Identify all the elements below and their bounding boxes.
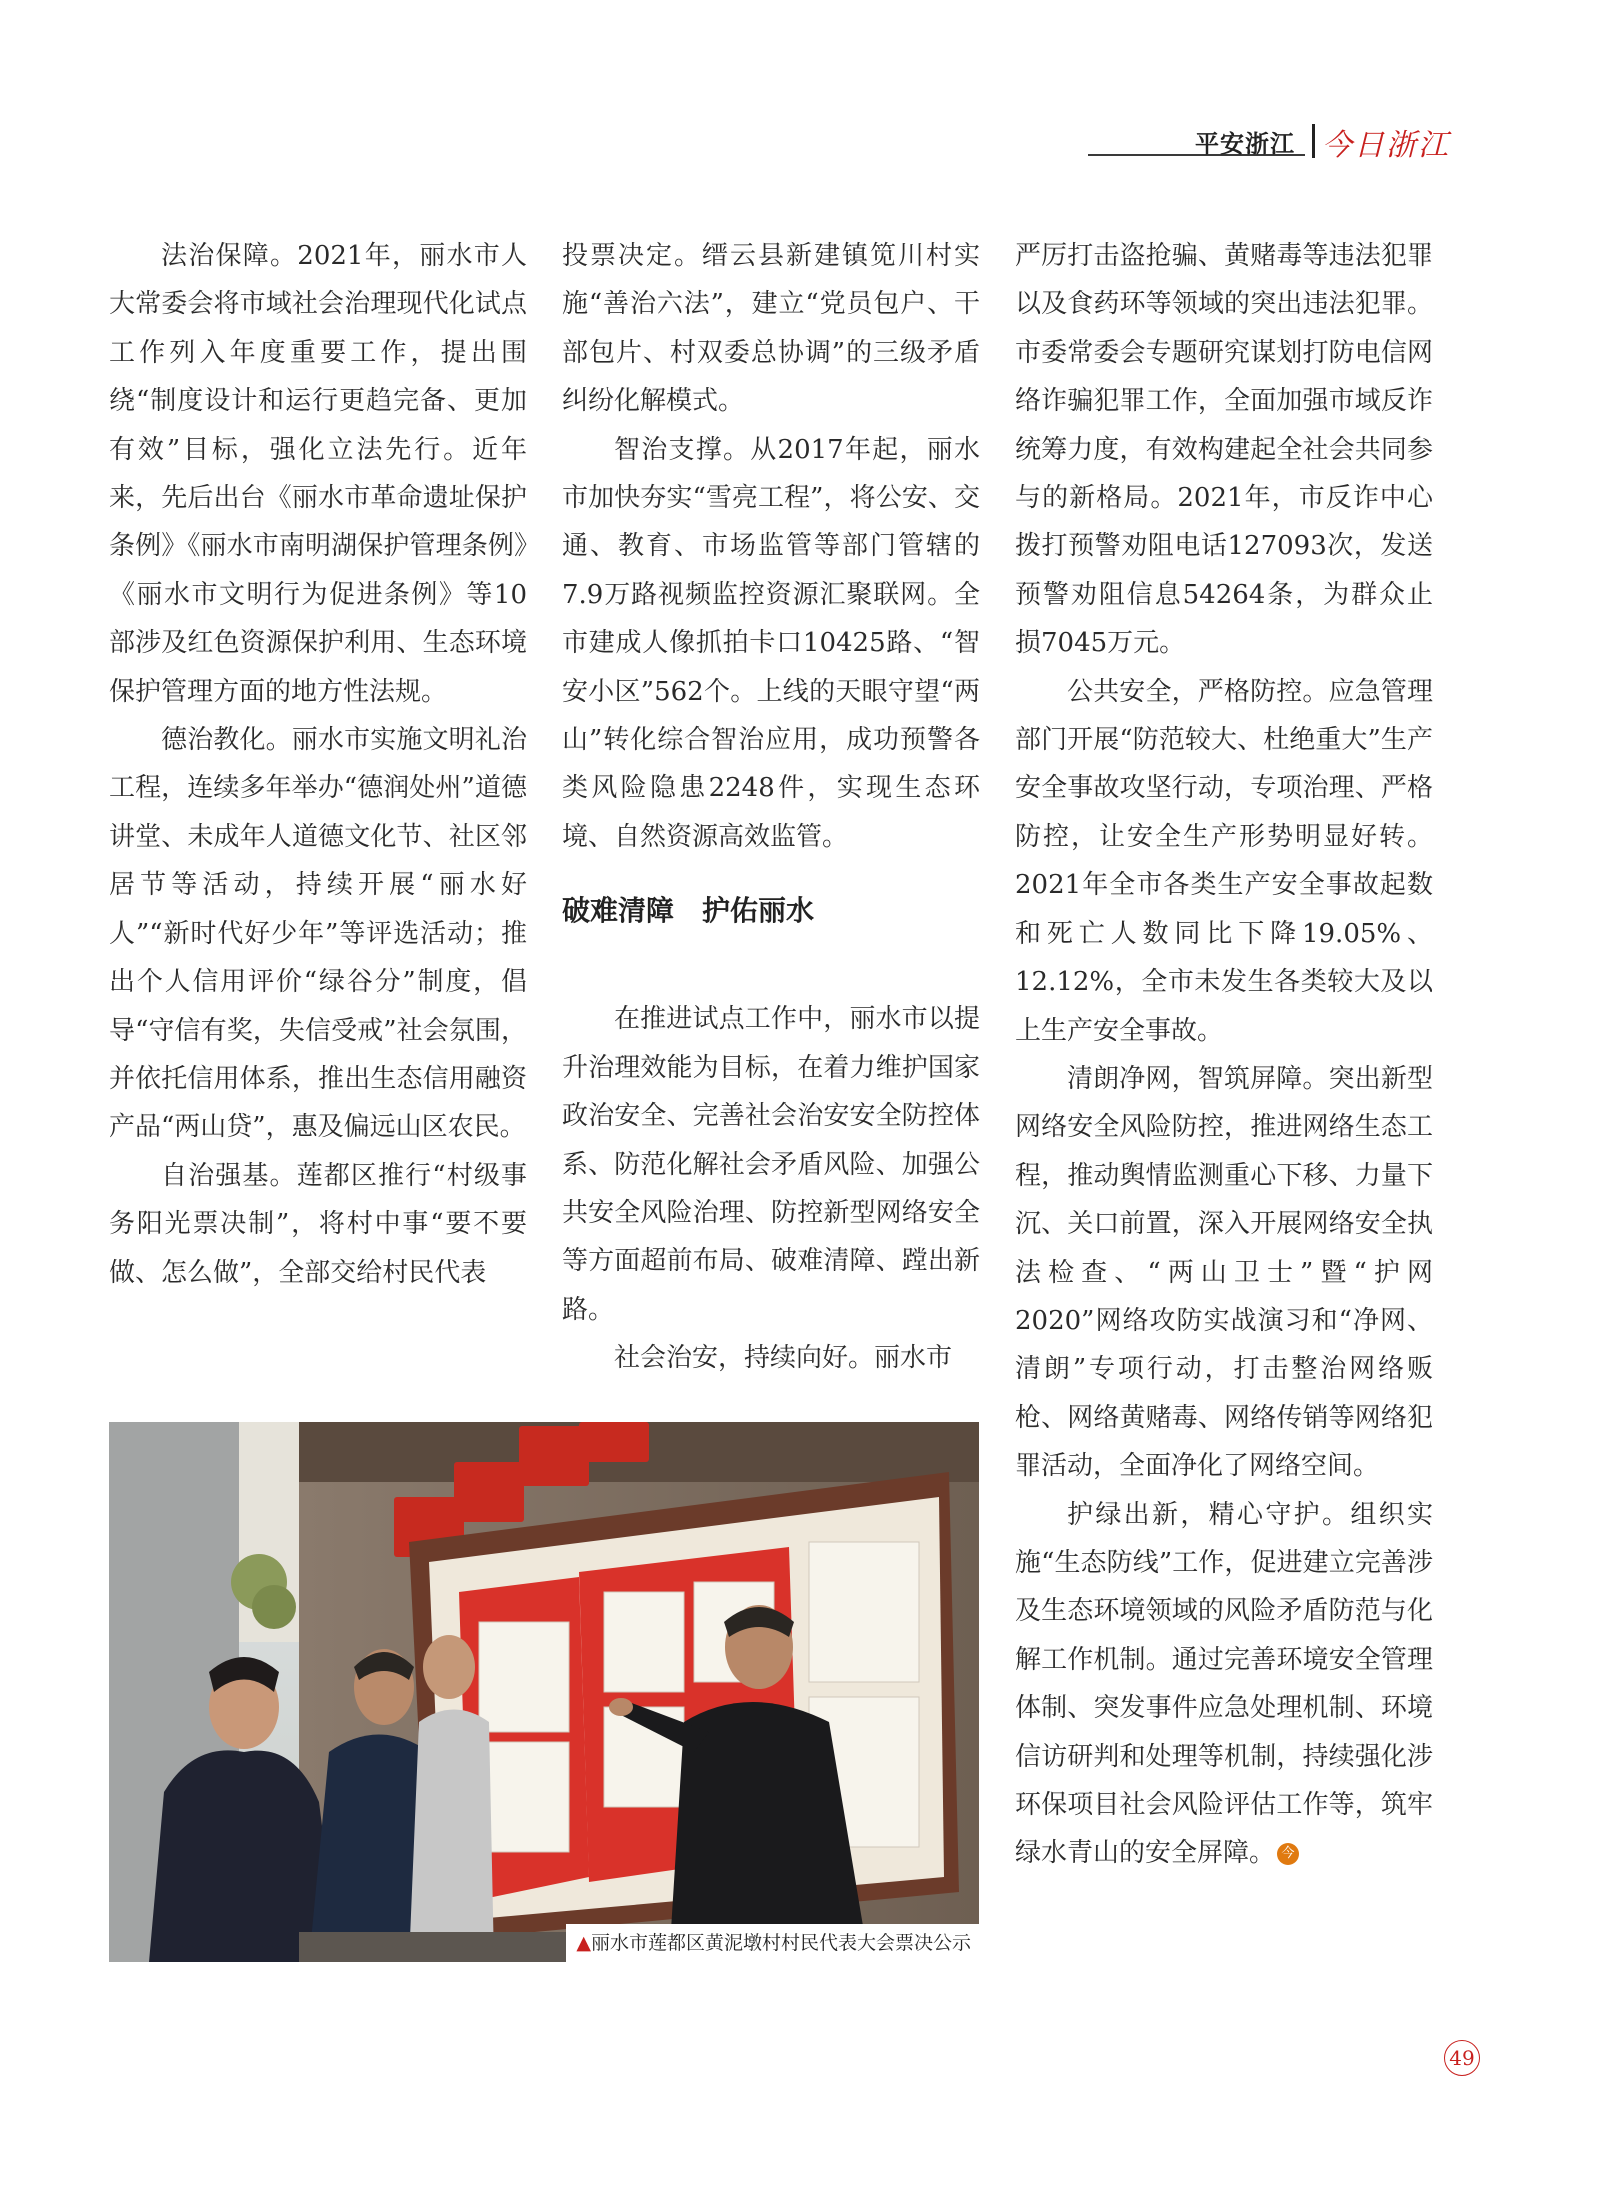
paragraph-smart-governance: 智治支撑。从2017年起，丽水市加快夯实“雪亮工程”，将公安、交通、教育、市场监管等部门管辖的7.9万路视频监控资源汇聚联网。全市建成人像抓拍卡口10425路、“智安小区”562个。上线的天眼守望“两山”转化综合智治应用，成功预警各类风险隐患2248件，实现生态环境、自然资源高效监管。 — [562, 434, 980, 852]
page-number: 49 — [1444, 2040, 1480, 2076]
caption-text: 丽水市莲都区黄泥墩村村民代表大会票决公示 — [590, 1932, 971, 1954]
column-3 — [1015, 232, 1433, 1878]
section-label: 平安浙江 — [1195, 130, 1295, 158]
magazine-brand: 今日浙江 — [1322, 128, 1450, 163]
paragraph-self-governance: 自治强基。莲都区推行“村级事务阳光票决制”，将村中事“要不要做、怎么做”，全部交给村民代表 — [109, 1160, 527, 1288]
paragraph-green-protection — [1015, 1491, 1433, 1878]
column-2 — [562, 232, 980, 1383]
paragraph-continued: 投票决定。缙云县新建镇笕川村实施“善治六法”，建立“党员包户、干部包片、村双委总协调”的三级矛盾纠纷化解模式。 — [562, 241, 980, 417]
column-1 — [109, 232, 527, 1297]
photo-caption — [566, 1924, 979, 1962]
article-photo — [109, 1422, 979, 1962]
paragraph-moral-education: 德治教化。丽水市实施文明礼治工程，连续多年举办“德润处州”道德讲堂、未成年人道德文化节、社区邻居节等活动，持续开展“丽水好人”“新时代好少年”等评选活动；推出个人信用评价“绿谷分”制度，倡导“守信有奖，失信受戒”社会氛围，并依托信用体系，推出生态信用融资产品“两山贷”，惠及偏远山区农民。 — [109, 725, 527, 1143]
section-subheading: 破难清障 护佑丽水 — [562, 894, 815, 928]
paragraph-green-protection-text: 护绿出新，精心守护。组织实施“生态防线”工作，促进建立完善涉及生态环境领域的风险矛盾防范与化解工作机制。通过完善环境安全管理体制、突发事件应急处理机制、环境信访研判和处理等机制，持续强化涉环保项目社会风险评估工作等，筑牢绿水青山的安全屏障。 — [1015, 1499, 1433, 1869]
paragraph-pilot-work: 在推进试点工作中，丽水市以提升治理效能为目标，在着力维护国家政治安全、完善社会治安安全防控体系、防范化解社会矛盾风险、加强公共安全风险治理、防控新型网络安全等方面超前布局、破难清障、蹚出新路。 — [562, 1004, 980, 1325]
paragraph-clean-network: 清朗净网，智筑屏障。突出新型网络安全风险防控，推进网络生态工程，推动舆情监测重心下移、力量下沉、关口前置，深入开展网络安全执法检查、“两山卫士”暨“护网2020”网络攻防实战演习和“净网、清朗”专项行动，打击整治网络贩枪、网络黄赌毒、网络传销等网络犯罪活动，全面净化了网络空间。 — [1015, 1063, 1433, 1482]
paragraph-crime-crackdown: 严厉打击盗抢骗、黄赌毒等违法犯罪以及食药环等领域的突出违法犯罪。市委常委会专题研究谋划打防电信网络诈骗犯罪工作，全面加强市域反诈统筹力度，有效构建起全社会共同参与的新格局。2021年，市反诈中心拨打预警劝阻电话127093次，发送预警劝阻信息54264条，为群众止损7045万元。 — [1015, 241, 1433, 659]
paragraph-public-order: 社会治安，持续向好。丽水市 — [614, 1343, 953, 1374]
caption-marker-icon: ▲ — [576, 1932, 591, 1954]
header-divider — [1312, 124, 1315, 158]
end-mark-icon: 今 — [1277, 1843, 1299, 1865]
paragraph-legal-guarantee: 法治保障。2021年，丽水市人大常委会将市域社会治理现代化试点工作列入年度重要工作，提出围绕“制度设计和运行更趋完备、更加有效”目标，强化立法先行。近年来，先后出台《丽水市革命遗址保护条例》《丽水市南明湖保护管理条例》《丽水市文明行为促进条例》等10部涉及红色资源保护利用、生态环境保护管理方面的地方性法规。 — [109, 241, 527, 707]
paragraph-public-safety: 公共安全，严格防控。应急管理部门开展“防范较大、杜绝重大”生产安全事故攻坚行动，专项治理、严格防控，让安全生产形势明显好转。2021年全市各类生产安全事故起数和死亡人数同比下降19.05%、12.12%，全市未发生各类较大及以上生产安全事故。 — [1015, 676, 1433, 1046]
photo-illustration — [109, 1422, 979, 1962]
